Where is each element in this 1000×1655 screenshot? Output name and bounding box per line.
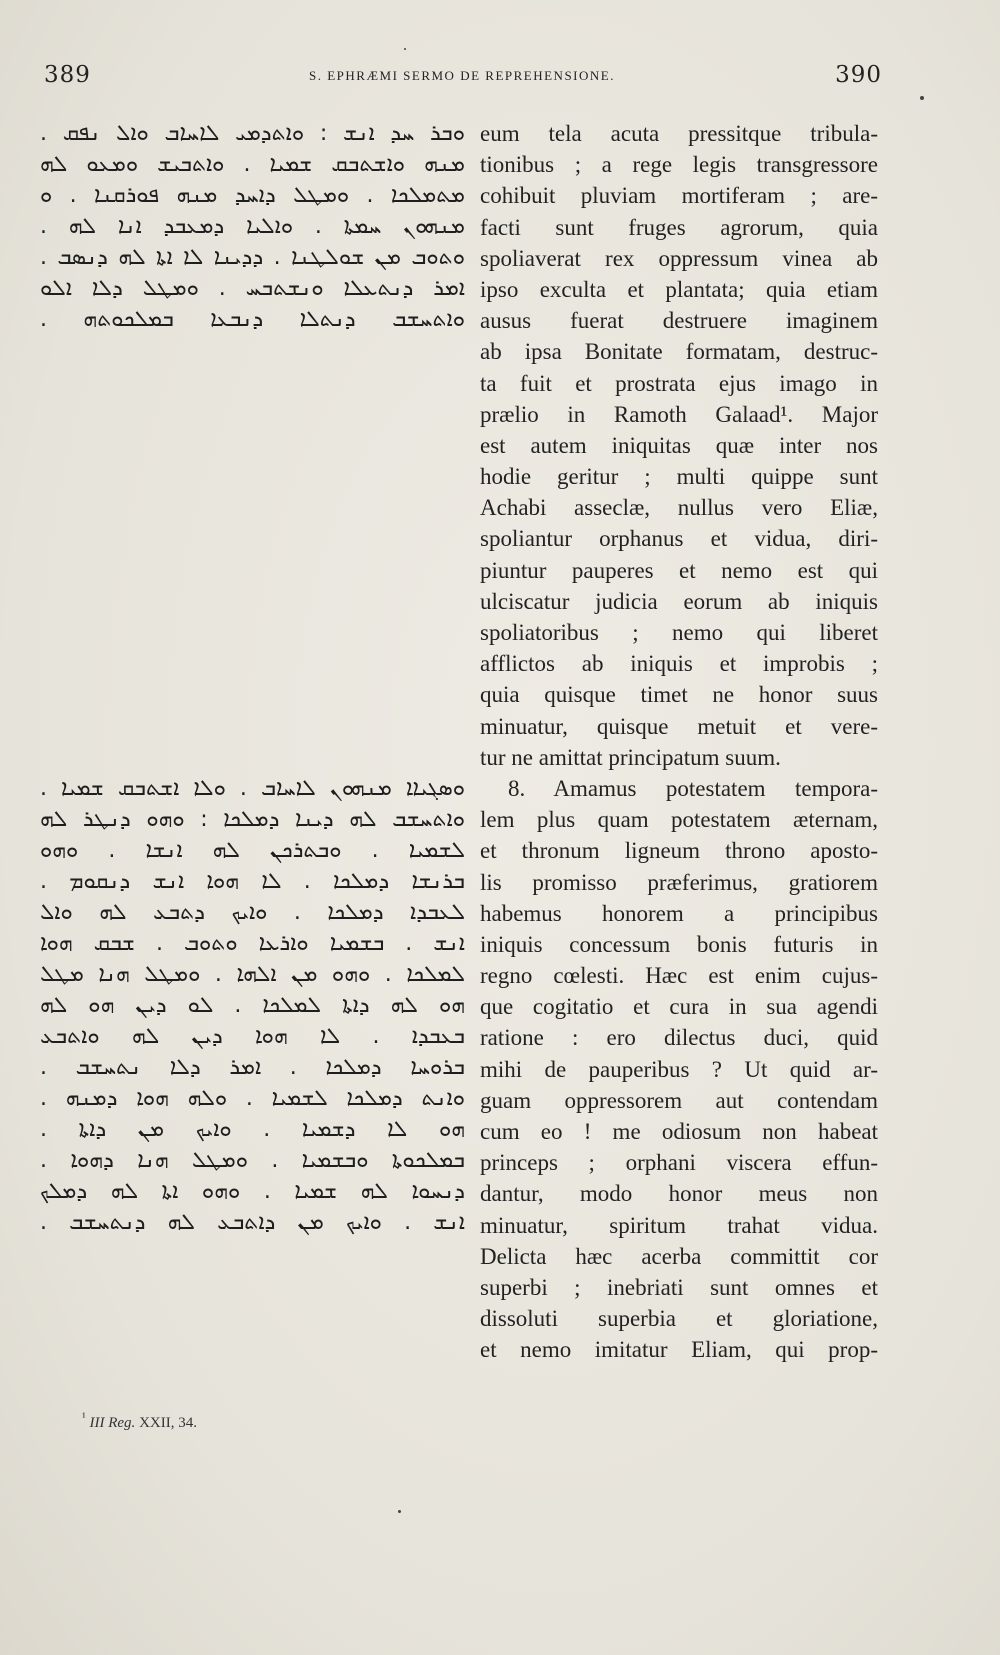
syriac-line: ܘܒܪ ܚܕ ܐܢܫ : ܘܐܬܕܡܝ ܠܐܚܐܒ ܘܐܠ ܢܦܩ .	[40, 121, 465, 146]
latin-line: ratione : ero dilectus duci, quid	[480, 1025, 878, 1051]
latin-line: mihi de pauperibus ? Ut quid ar-	[480, 1056, 878, 1082]
syriac-line: ܘܐܢܬ ܕܡܠܟܐ ܠܫܡܝܐ . ܘܠܗ ܗܘܐ ܕܡܢܗ .	[40, 1086, 465, 1111]
latin-line: superbi ; inebriati sunt omnes et	[480, 1274, 878, 1300]
latin-line: quia quisque timet ne honor suus	[480, 682, 878, 708]
latin-line: Achabi asseclæ, nullus vero Eliæ,	[480, 495, 878, 521]
syriac-line: ܗܘ ܠܗ ܕܐܬܐ ܠܡܠܟܐ . ܠܘ ܕܝܢ ܗܘ ܠܗ	[40, 993, 465, 1018]
syriac-line: ܕܢܚܘܐ ܠܗ ܫܡܝܐ . ܘܗܘ ܐܬܐ ܠܗ ܕܡܠܟ	[40, 1179, 465, 1204]
latin-line: ulciscatur judicia eorum ab iniquis	[480, 588, 878, 614]
latin-line: facti sunt fruges agrorum, quia	[480, 214, 878, 240]
latin-line: eum tela acuta pressitque tribula-	[480, 121, 878, 146]
latin-line: habemus honorem a principibus	[480, 900, 878, 926]
running-title: S. EPHRÆMI SERMO DE REPREHENSIONE.	[309, 68, 615, 83]
latin-line: lis promisso præferimus, gratiorem	[480, 869, 878, 895]
syriac-line: ܒܡܠܟܘܬܐ ܘܒܫܡܝܐ . ܘܡܛܠ ܗܢܐ ܕܗܘܐ .	[40, 1148, 465, 1173]
latin-line: cohibuit pluviam mortiferam ; are-	[480, 183, 878, 209]
syriac-line: ܡܢܗܘܢ ܚܡܬܐ . ܘܐܠܝܐ ܕܡܥܒܕ ܐܢܐ ܠܗ .	[40, 214, 465, 239]
latin-line: piuntur pauperes et nemo est qui	[480, 557, 878, 583]
latin-line: et thronum ligneum throno aposto-	[480, 838, 878, 864]
syriac-line: ܒܪܢܫܐ ܕܡܠܟܐ . ܠܐ ܗܘܐ ܐܢܫ ܕܢܩܘܡ .	[40, 869, 465, 894]
syriac-line: ܒܥܒܕܐ . ܠܐ ܗܘܐ ܕܝܢ ܠܗ ܘܐܬܒܥ	[40, 1024, 465, 1049]
page-number-left: 389	[44, 62, 91, 88]
paper-speck	[404, 48, 406, 50]
latin-line: ausus fuerat destruere imaginem	[480, 308, 878, 334]
latin-line: 8. Amamus potestatem tempora-	[508, 775, 878, 801]
syriac-line: ܘܐܬܚܫܒ ܕܢܬܠܐ ܕܢܒܥܐ ܒܡܠܟܘܬܗ .	[40, 307, 465, 332]
latin-line: spoliantur orphanus et vidua, diri-	[480, 526, 878, 552]
latin-line: regno cœlesti. Hæc est enim cujus-	[480, 963, 878, 989]
latin-line: ta fuit et prostrata ejus imago in	[480, 370, 878, 396]
latin-line: princeps ; orphani viscera effun-	[480, 1150, 878, 1176]
syriac-line: ܠܥܒܕܐ ܕܡܠܟܐ . ܘܐܝܟ ܕܬܒܥ ܠܗ ܘܐܠ	[40, 900, 465, 925]
syriac-line: ܐܢܫ . ܘܐܝܟ ܡܢ ܕܐܬܒܥ ܠܗ ܕܢܬܚܫܒ .	[40, 1210, 465, 1235]
footnote	[82, 1410, 197, 1432]
syriac-column-lower	[40, 773, 465, 1238]
syriac-line: ܗܘ ܠܐ ܕܫܡܝܐ . ܘܐܝܟ ܡܢ ܕܐܬܐ .	[40, 1117, 465, 1142]
syriac-line: ܘܣܓܝܐܐ ܡܢܗܘܢ ܠܐܚܐܒ . ܘܠܐ ܐܫܬܒܩ ܫܡܝܐ .	[40, 776, 465, 801]
running-header	[42, 62, 882, 92]
latin-line: hodie geritur ; multi quippe sunt	[480, 464, 878, 490]
footnote-mark: ¹	[82, 1410, 86, 1424]
latin-column	[480, 118, 878, 1366]
latin-line: spoliatoribus ; nemo qui liberet	[480, 620, 878, 645]
syriac-column-upper	[40, 118, 465, 335]
syriac-line: ܘܬܘܒ ܡܢ ܫܘܠܛܢܐ . ܕܕܝܢܐ ܠܐ ܐܬܐ ܠܗ ܕܢܣܒ .	[40, 245, 465, 270]
latin-line: spoliaverat rex oppressum vinea ab	[480, 245, 878, 271]
latin-line: ab ipsa Bonitate formatam, destruc-	[480, 339, 878, 365]
syriac-line: ܐܡܪ ܕܢܬܥܠܐ ܘܢܫܬܒܚ . ܘܡܛܠ ܕܠܐ ܐܠܘ	[40, 276, 465, 301]
latin-line: minuatur, quisque metuit et vere-	[480, 713, 878, 739]
page-number-right: 390	[835, 62, 882, 88]
paper-speck	[398, 1510, 401, 1513]
syriac-line: ܠܫܡܝܐ . ܘܒܬܪܟܢ ܠܗ ܐܢܫܐ . ܘܗܘ	[40, 838, 465, 863]
latin-line: ipso exculta et plantata; quia etiam	[480, 276, 878, 302]
syriac-line: ܒܪܘܚܐ ܕܡܠܟܐ . ܐܡܪ ܕܠܐ ܢܬܚܫܒ .	[40, 1055, 465, 1080]
latin-line: lem plus quam potestatem æternam,	[480, 807, 878, 833]
latin-line: est autem iniquitas quæ inter nos	[480, 432, 878, 458]
paper-speck	[920, 96, 924, 100]
latin-line: minuatur, spiritum trahat vidua.	[480, 1212, 878, 1238]
latin-line: iniquis concessum bonis futuris in	[480, 931, 878, 957]
syriac-line: ܠܡܠܟܐ . ܘܗܘ ܡܢ ܐܠܗܐ . ܘܡܛܠ ܗܢܐ ܡܛܠ	[40, 962, 465, 987]
latin-line: afflictos ab iniquis et improbis ;	[480, 651, 878, 677]
syriac-line: ܡܬܡܠܟܐ . ܘܡܛܠ ܕܐܚܕ ܡܢܗ ܦܘܪܩܢܐ . ܘ	[40, 183, 465, 208]
footnote-reference-chapter: XXII, 34.	[139, 1415, 197, 1431]
footnote-reference-book: III Reg.	[89, 1415, 136, 1431]
syriac-line: ܘܐܬܚܫܒ ܠܗ ܕܝܢܐ ܕܡܠܟܐ : ܘܗܘ ܕܢܛܪ ܠܗ	[40, 807, 465, 832]
latin-line: cum eo ! me odiosum non habeat	[480, 1119, 878, 1144]
latin-line: tur ne amittat principatum suum.	[480, 744, 781, 770]
syriac-line: ܐܢܫ . ܒܫܡܝܐ ܘܐܪܥܐ ܘܬܘܒ . ܫܒܩ ܗܘܐ	[40, 931, 465, 956]
latin-line: que cogitatio et cura in sua agendi	[480, 994, 878, 1020]
latin-line: prælio in Ramoth Galaad¹. Major	[480, 401, 878, 427]
latin-line: et nemo imitatur Eliam, qui prop-	[480, 1337, 878, 1363]
latin-line: dantur, modo honor meus non	[480, 1181, 878, 1207]
syriac-line: ܡܢܗ ܘܐܫܬܒܩ ܫܡܝܐ . ܘܐܬܒܝܫ ܘܡܥܘ ܠܗ	[40, 152, 465, 177]
latin-line: guam oppressorem aut contendam	[480, 1087, 878, 1113]
latin-line: tionibus ; a rege legis transgressore	[480, 152, 878, 178]
latin-line: Delicta hæc acerba committit cor	[480, 1243, 878, 1269]
latin-line: dissoluti superbia et gloriatione,	[480, 1306, 878, 1332]
